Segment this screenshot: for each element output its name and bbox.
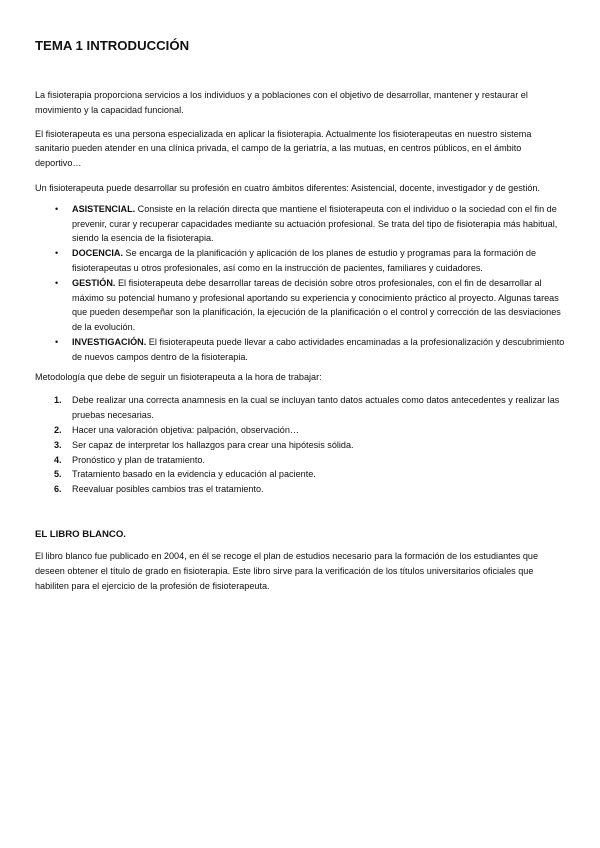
intro-paragraph-1: La fisioterapia proporciona servicios a los individuos y a poblaciones con el objetivo de desarrollar, mantener y restaurar el movimiento y la capacidad funcional.: [35, 90, 528, 115]
ambito-keyword: GESTIÓN.: [72, 277, 116, 288]
ambito-text: El fisioterapeuta debe desarrollar tareas de decisión sobre otros profesionales, con el fin de desarrollar al máximo su potencial humano y profesional aportando su experiencia y conocimiento práctico al proyecto. Algunas tareas que pueden desempeñar son la planificación, la ejecución de la planificación o el control y corrección de las desviaciones de la evolución.: [72, 277, 561, 333]
list-item: [35, 467, 565, 482]
list-text: Reevaluar posibles cambios tras el tratamiento.: [72, 484, 264, 495]
list-item: [35, 482, 565, 497]
bullet-icon: •: [55, 248, 59, 259]
list-item: [35, 423, 565, 438]
metodologia-list: [35, 393, 565, 497]
bullet-icon: •: [55, 336, 59, 347]
list-item: [35, 453, 565, 468]
list-item: [35, 246, 565, 276]
list-number: 5.: [54, 469, 62, 480]
list-number: 4.: [54, 454, 62, 465]
list-number: 2.: [54, 424, 62, 435]
list-item: [35, 276, 565, 335]
list-text: Debe realizar una correcta anamnesis en la cual se incluyan tanto datos actuales como datos antecedentes y realizar las pruebas necesarias.: [72, 395, 560, 421]
ambitos-list: [35, 202, 565, 365]
section-heading-libro-blanco: EL LIBRO BLANCO.: [35, 528, 126, 540]
list-text: Hacer una valoración objetiva: palpación, observación…: [72, 424, 299, 435]
bullet-icon: •: [55, 277, 59, 288]
list-item: [35, 393, 565, 423]
ambito-keyword: DOCENCIA.: [72, 248, 124, 259]
ambito-text: Consiste en la relación directa que mantiene el fisioterapeuta con el individuo o la sociedad con el fin de prevenir, curar y recuperar capacidades mediante su actuación profesional. Se trata del tipo de fisioterapia más habitual, siendo la esencia de la fisioterapia.: [72, 203, 558, 244]
intro-paragraph-3: Un fisioterapeuta puede desarrollar su profesión en cuatro ámbitos diferentes: Asistencial, docente, investigador y de gestión.: [35, 182, 541, 193]
list-item: [35, 335, 565, 365]
list-text: Pronóstico y plan de tratamiento.: [72, 454, 205, 465]
list-number: 6.: [54, 484, 62, 495]
list-number: 3.: [54, 439, 62, 450]
ambito-keyword: INVESTIGACIÓN.: [72, 336, 147, 347]
list-item: [35, 438, 565, 453]
libro-blanco-paragraph: El libro blanco fue publicado en 2004, en él se recoge el plan de estudios necesario para la formación de los estudiantes que deseen obtener el título de grado en fisioterapia. Este libro sirve para la verificación de los títulos universitarios oficiales que habiliten para el ejercicio de la profesión de fisioterapeuta.: [35, 550, 539, 591]
ambito-text: Se encarga de la planificación y aplicación de los planes de estudio y programas para la formación de fisioterapeutas u otros profesionales, así como en la instrucción de pacientes, familiares y cuidadores.: [72, 248, 537, 273]
metodologia-intro: Metodología que debe de seguir un fisioterapeuta a la hora de trabajar:: [35, 371, 322, 382]
bullet-icon: •: [55, 203, 59, 214]
list-number: 1.: [54, 395, 62, 406]
intro-paragraph-2: El fisioterapeuta es una persona especializada en aplicar la fisioterapia. Actualmente los fisioterapeutas en nuestro sistema sanitario pueden atender en una clínica privada, el campo de la geriatría, a las mutuas, en centros públicos, en el ámbito deportivo…: [35, 128, 532, 169]
list-text: Ser capaz de interpretar los hallazgos para crear una hipótesis sólida.: [72, 439, 354, 450]
ambito-text: El fisioterapeuta puede llevar a cabo actividades encaminadas a la profesionalización y descubrimiento de nuevos campos dentro de la fisioterapia.: [72, 336, 565, 362]
ambito-keyword: ASISTENCIAL.: [72, 203, 136, 214]
page-title: TEMA 1 INTRODUCCIÓN: [35, 38, 190, 53]
list-item: [35, 202, 565, 246]
list-text: Tratamiento basado en la evidencia y educación al paciente.: [72, 469, 316, 480]
